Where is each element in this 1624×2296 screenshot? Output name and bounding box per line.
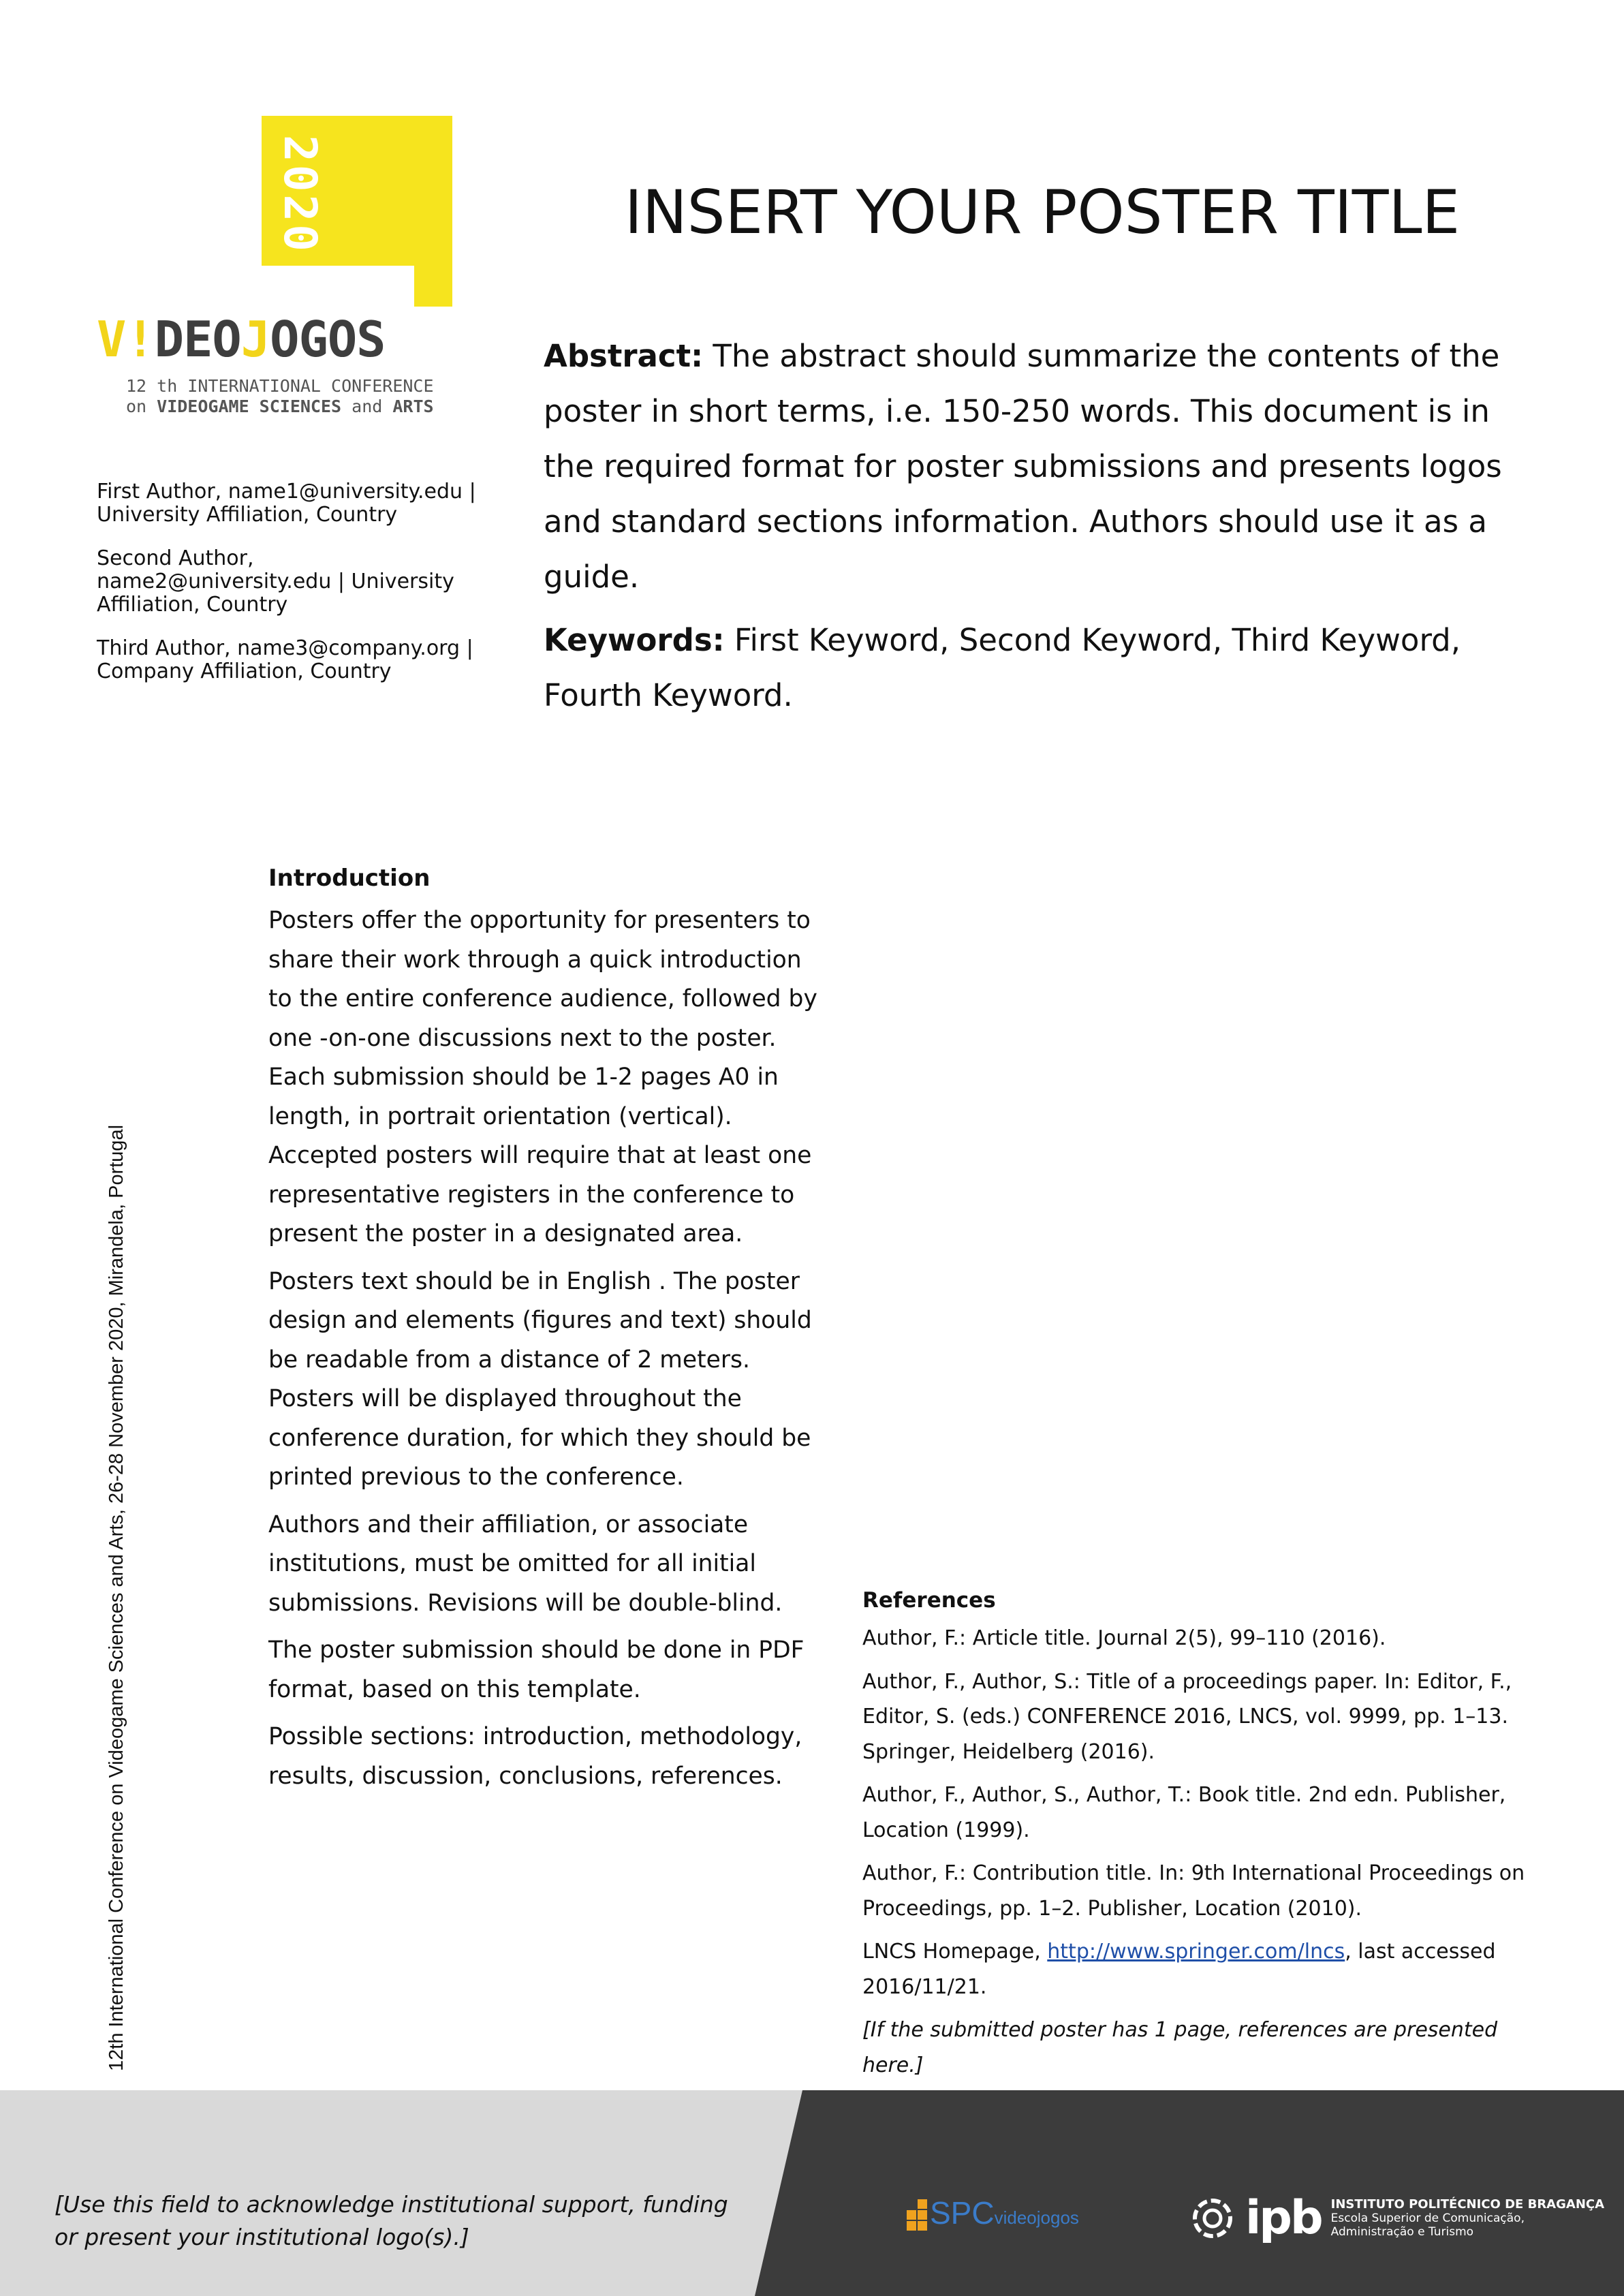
intro-paragraph: The poster submission should be done in PDF format, based on this template. [268,1636,805,1703]
reference-item: LNCS Homepage, http://www.springer.com/lncs, last accessed 2016/11/21. [862,1940,1496,1999]
keywords-paragraph: Keywords: First Keyword, Second Keyword, Third Keyword, Fourth Keyword. [544,622,1461,713]
intro-paragraph: Posters text should be in English . The poster design and elements (figures and text) should be readable from a distance of 2 meters. Posters will be displayed throughout the conference duration, for which they should be printed previous to the conference. [268,1267,812,1491]
reference-item: Author, F.: Article title. Journal 2(5), 99–110 (2016). [862,1626,1386,1650]
intro-paragraph: Posters offer the opportunity for presenters to share their work through a quick introduction to the entire conference audience, followed by one -on-one discussions next to the poster. Each submission should be 1-2 pages A0 in length, in portrait orientation (vertical). Accepted posters will require that at least one representative registers in the conference to present the poster in a designated area. [268,907,817,1247]
references-section [862,1583,1550,2091]
author-list [97,480,478,704]
reference-item: Author, F.: Contribution title. In: 9th International Proceedings on Proceedings, pp. 1–2. Publisher, Location (2010). [862,1861,1525,1921]
introduction-section [268,861,817,1804]
introduction-heading: Introduction [268,865,431,892]
intro-paragraph: Authors and their affiliation, or associate institutions, must be omitted for all initial submissions. Revisions will be double-blind. [268,1510,783,1617]
references-note: [If the submitted poster has 1 page, references are presented here.] [862,2018,1498,2077]
references-heading: References [862,1588,996,1613]
abstract-block [544,328,1538,731]
ipb-logo: ipb INSTITUTO POLITÉCNICO DE BRAGANÇA Escola Superior de Comunicação, Administração e Turismo [1185,2191,1604,2246]
poster-title: INSERT YOUR POSTER TITLE [624,177,1461,247]
intro-paragraph: Possible sections: introduction, methodology, results, discussion, conclusions, references. [268,1723,802,1790]
logo-subtitle: 12 th INTERNATIONAL CONFERENCE on VIDEOGAME SCIENCES and ARTS [126,376,434,416]
spc-videojogos-logo: SPCvideojogos [903,2195,1079,2236]
reference-item: Author, F., Author, S.: Title of a proceedings paper. In: Editor, F., Editor, S. (eds.) CONFERENCE 2016, LNCS, vol. 9999, pp. 1–13. Springer, Heidelberg (2016). [862,1669,1512,1764]
footer-acknowledgement: [Use this field to acknowledge institutional support, funding or present your institutional logo(s).] [54,2191,728,2250]
author-entry: First Author, name1@university.edu | University Affiliation, Country [97,480,476,527]
spc-blocks-icon [903,2199,927,2236]
abstract-paragraph: Abstract: The abstract should summarize the contents of the poster in short terms, i.e. 150-250 words. This document is in the required format for poster submissions and presents logos and standard sections information. Authors should use it as a guide. [544,338,1502,595]
author-entry: Third Author, name3@company.org | Company Affiliation, Country [97,636,473,683]
lncs-link[interactable]: http://www.springer.com/lncs [1047,1940,1345,1964]
logo-notch [262,266,414,307]
logo-wordmark: V!DEOJOGOS [97,311,386,368]
author-entry: Second Author, name2@university.edu | University Affiliation, Country [97,546,454,617]
ipb-emblem-icon [1185,2197,1240,2240]
logo-year: 2020 [273,134,326,254]
reference-item: Author, F., Author, S., Author, T.: Book title. 2nd edn. Publisher, Location (1999). [862,1783,1506,1842]
